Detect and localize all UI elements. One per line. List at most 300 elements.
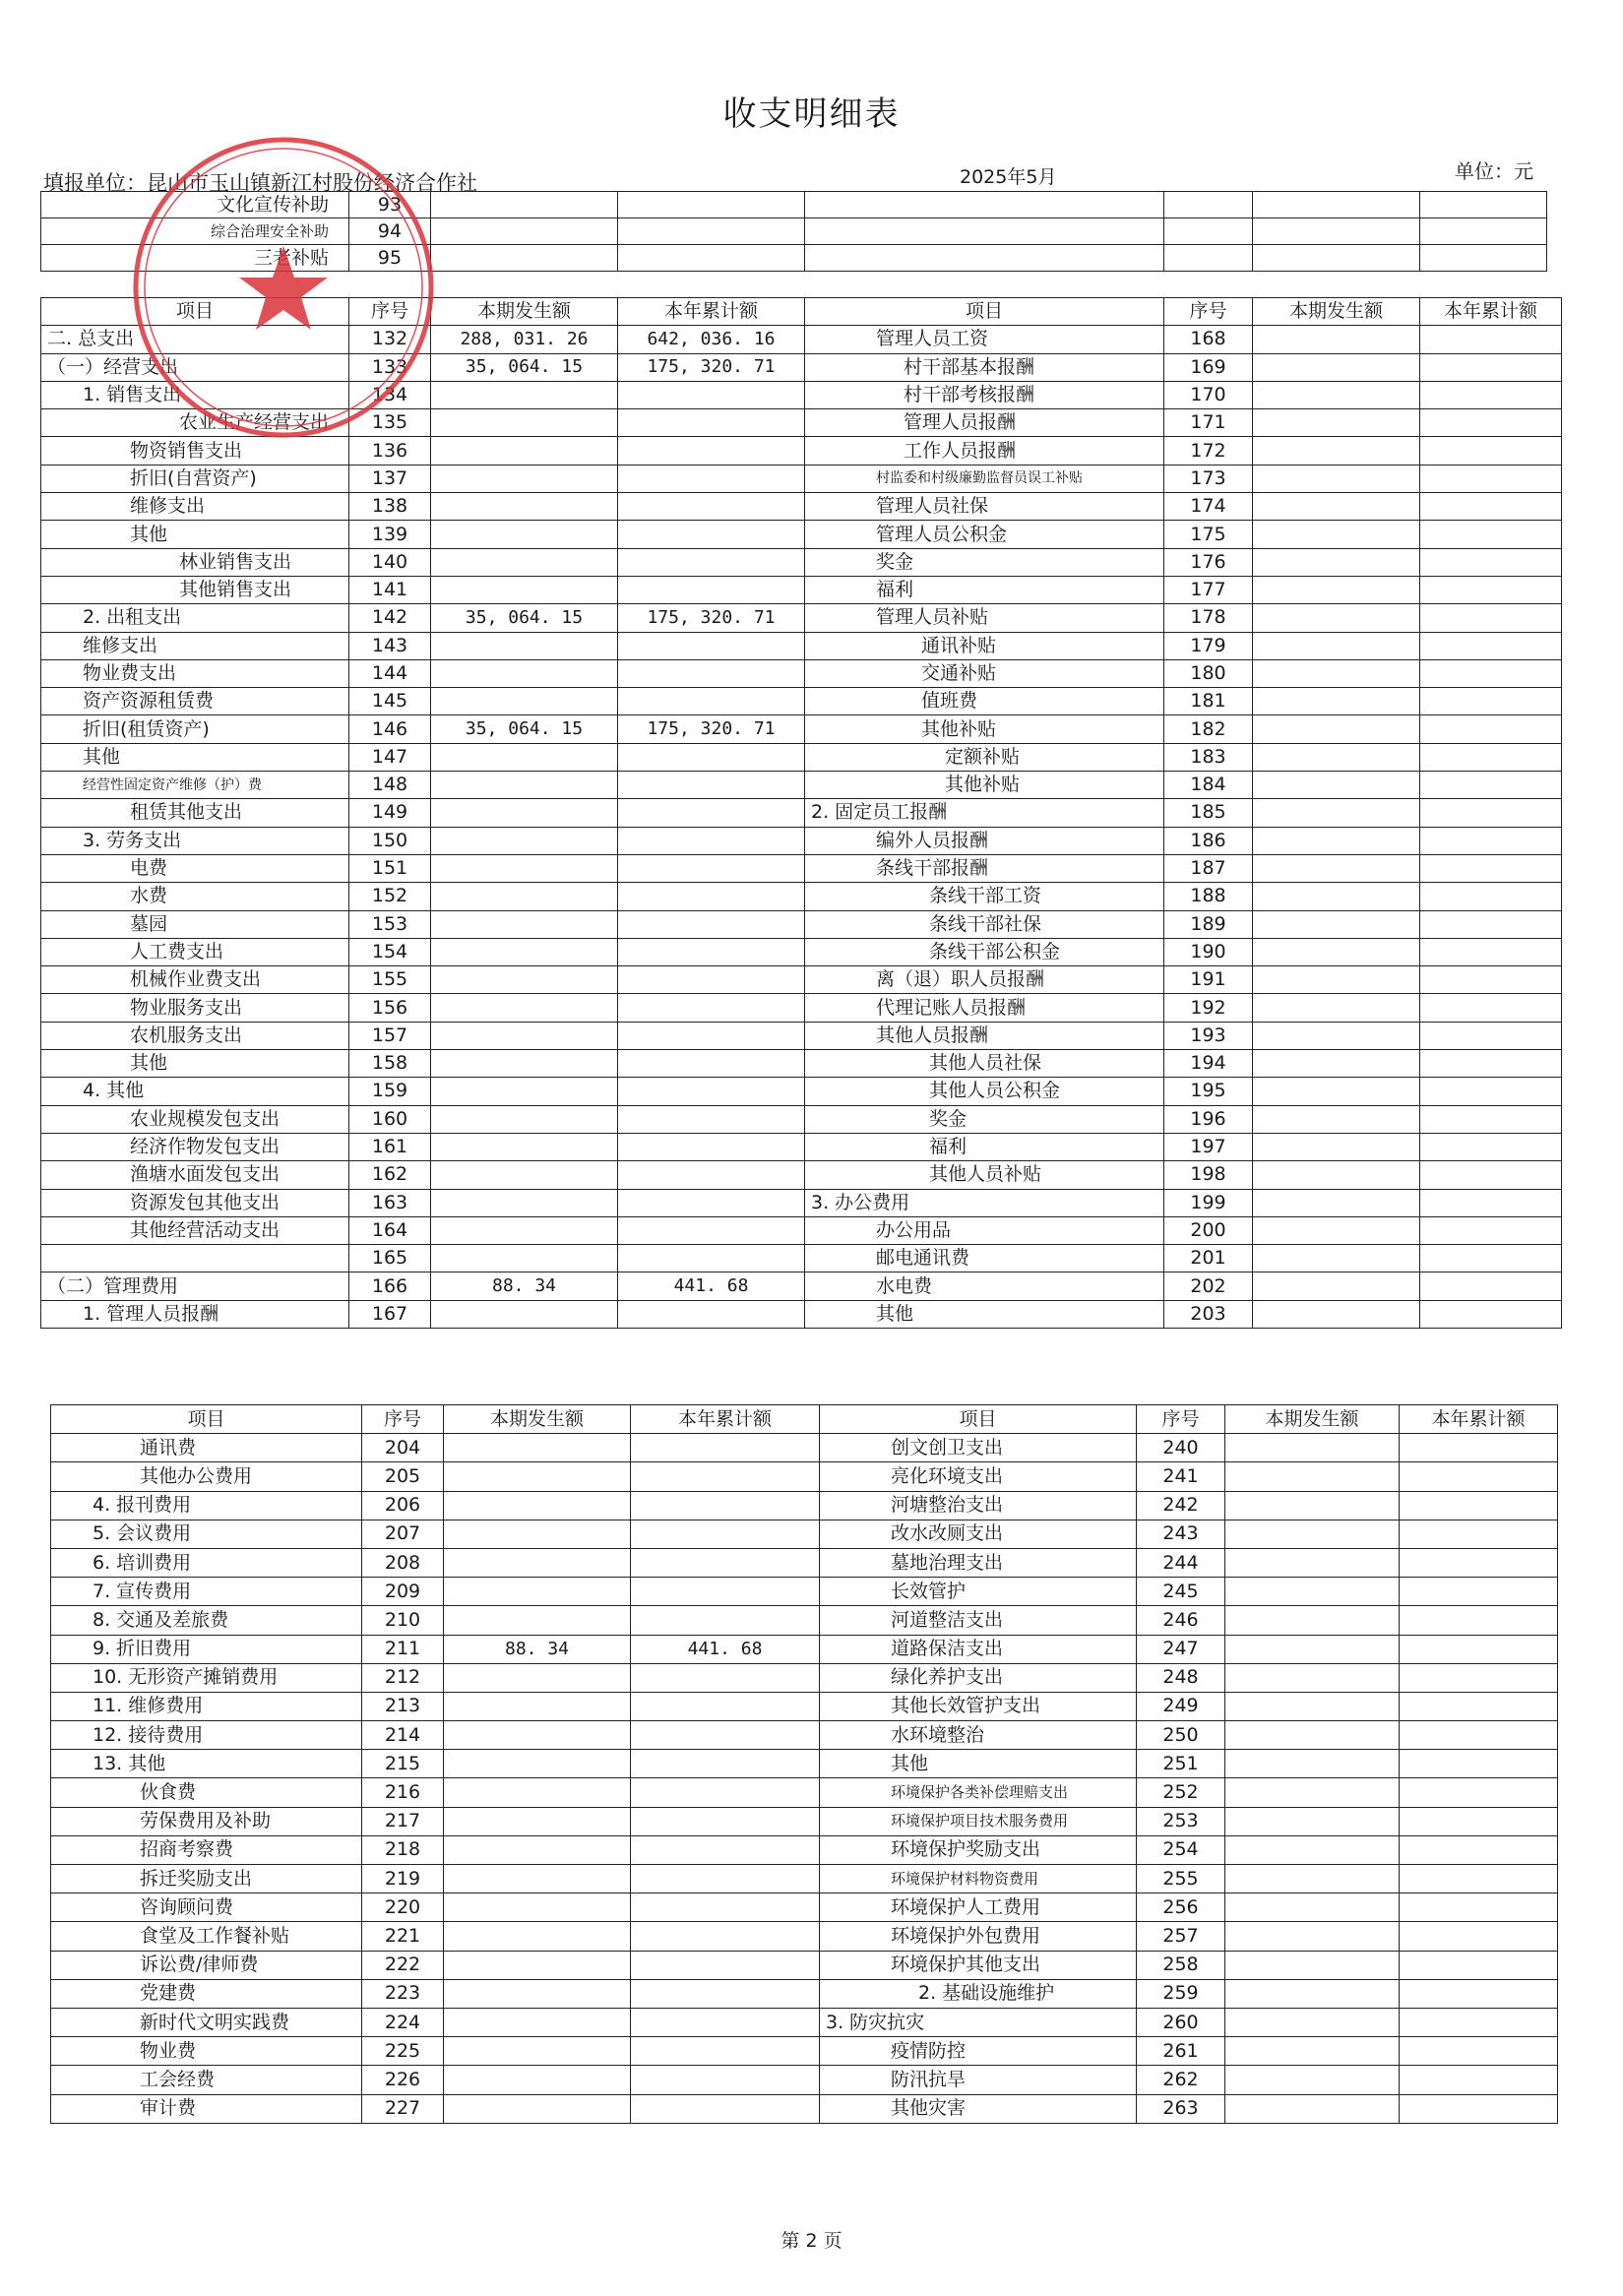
empty-cell	[1164, 192, 1253, 218]
current-amount	[431, 1189, 618, 1216]
current-amount: 88. 34	[431, 1272, 618, 1300]
item-label: 资产资源租赁费	[41, 688, 349, 715]
current-amount	[1253, 1245, 1420, 1272]
seq-cell: 169	[1164, 353, 1253, 381]
current-amount	[1225, 2037, 1400, 2066]
ytd-amount	[1400, 1578, 1558, 1606]
ytd-amount	[631, 2008, 820, 2036]
seq-cell: 164	[349, 1216, 431, 1244]
current-amount	[444, 1893, 631, 1922]
table-row	[51, 1835, 1558, 1864]
ytd-amount	[1400, 1548, 1558, 1577]
current-amount	[1253, 772, 1420, 799]
current-amount	[1253, 1189, 1420, 1216]
current-amount	[431, 1216, 618, 1244]
current-amount	[431, 966, 618, 994]
seq-cell: 259	[1137, 1979, 1225, 2008]
ytd-amount	[618, 1161, 805, 1189]
col-header-seq: 序号	[1137, 1405, 1225, 1434]
current-amount	[431, 827, 618, 854]
table-row	[51, 1491, 1558, 1520]
item-label: 其他经营活动支出	[41, 1216, 349, 1244]
ytd-amount	[618, 632, 805, 659]
current-amount	[1253, 1050, 1420, 1078]
table-row	[51, 1865, 1558, 1893]
current-amount	[444, 1578, 631, 1606]
item-label: 村干部基本报酬	[805, 353, 1164, 381]
table-row	[41, 493, 1562, 521]
current-amount	[1253, 1216, 1420, 1244]
current-amount	[1253, 353, 1420, 381]
ytd-amount	[1400, 2094, 1558, 2123]
current-amount	[1253, 854, 1420, 882]
seq-cell: 206	[362, 1491, 444, 1520]
seq-cell: 227	[362, 2094, 444, 2123]
current-amount	[444, 1721, 631, 1750]
seq-cell: 217	[362, 1807, 444, 1835]
item-label: 12. 接待费用	[51, 1721, 362, 1750]
ytd-amount	[631, 1922, 820, 1951]
ytd-amount	[1420, 994, 1562, 1022]
seq-cell: 160	[349, 1105, 431, 1133]
item-label: 防汛抗旱	[820, 2066, 1137, 2094]
ytd-amount	[618, 883, 805, 910]
item-label: 物资销售支出	[41, 437, 349, 465]
current-amount	[431, 688, 618, 715]
item-label: 党建费	[51, 1979, 362, 2008]
empty-cell	[618, 245, 805, 272]
current-amount	[1225, 1835, 1400, 1864]
seq-cell: 201	[1164, 1245, 1253, 1272]
current-amount	[431, 1078, 618, 1105]
col-header-item: 项目	[51, 1405, 362, 1434]
ytd-amount	[1420, 1245, 1562, 1272]
current-amount	[1253, 715, 1420, 743]
ytd-amount	[618, 1189, 805, 1216]
item-label: 伙食费	[51, 1778, 362, 1807]
ytd-amount	[618, 799, 805, 827]
seq-cell: 179	[1164, 632, 1253, 659]
current-amount	[431, 994, 618, 1022]
item-label: 环境保护其他支出	[820, 1951, 1137, 1979]
current-amount	[1253, 910, 1420, 938]
current-amount	[444, 1606, 631, 1635]
empty-cell	[805, 192, 1164, 218]
item-label: 墓地治理支出	[820, 1548, 1137, 1577]
current-amount	[1225, 2008, 1400, 2036]
item-label: 二. 总支出	[41, 326, 349, 353]
item-label: 维修支出	[41, 493, 349, 521]
seq-cell: 93	[349, 192, 431, 218]
current-amount	[1253, 743, 1420, 771]
ytd-amount	[631, 1548, 820, 1577]
seq-cell: 214	[362, 1721, 444, 1750]
item-label: 亮化环境支出	[820, 1462, 1137, 1491]
item-label: 河道整洁支出	[820, 1606, 1137, 1635]
current-amount	[431, 1161, 618, 1189]
ytd-amount	[1420, 799, 1562, 827]
ytd-amount	[1420, 659, 1562, 687]
item-label: 8. 交通及差旅费	[51, 1606, 362, 1635]
seq-cell: 263	[1137, 2094, 1225, 2123]
item-label: 管理人员补贴	[805, 604, 1164, 632]
seq-cell: 255	[1137, 1865, 1225, 1893]
item-label: 9. 折旧费用	[51, 1635, 362, 1663]
ytd-amount	[1420, 493, 1562, 521]
empty-cell	[618, 218, 805, 245]
seq-cell: 198	[1164, 1161, 1253, 1189]
ytd-amount	[631, 1692, 820, 1720]
item-label: 农业规模发包支出	[41, 1105, 349, 1133]
item-label: 渔塘水面发包支出	[41, 1161, 349, 1189]
current-amount: 88. 34	[444, 1635, 631, 1663]
table-row	[41, 1050, 1562, 1078]
table-row	[41, 1216, 1562, 1244]
col-header-item: 项目	[805, 298, 1164, 326]
item-label: 拆迁奖励支出	[51, 1865, 362, 1893]
table-row	[41, 632, 1562, 659]
current-amount	[1253, 521, 1420, 548]
table-row	[41, 1161, 1562, 1189]
item-label: 2. 基础设施维护	[820, 1979, 1137, 2008]
seq-cell: 181	[1164, 688, 1253, 715]
ytd-amount: 175, 320. 71	[618, 353, 805, 381]
current-amount	[444, 2008, 631, 2036]
seq-cell: 161	[349, 1133, 431, 1160]
item-label: 条线干部工资	[805, 883, 1164, 910]
item-label: 1. 销售支出	[41, 381, 349, 408]
ytd-amount	[1420, 883, 1562, 910]
current-amount	[431, 381, 618, 408]
item-label: 物业费支出	[41, 659, 349, 687]
seq-cell: 247	[1137, 1635, 1225, 1663]
ytd-amount: 441. 68	[631, 1635, 820, 1663]
item-label: 水电费	[805, 1272, 1164, 1300]
item-label: 1. 管理人员报酬	[41, 1300, 349, 1328]
seq-cell: 170	[1164, 381, 1253, 408]
current-amount	[431, 465, 618, 492]
col-header-current: 本期发生额	[1253, 298, 1420, 326]
ytd-amount	[631, 1835, 820, 1864]
ytd-amount	[631, 1979, 820, 2008]
current-amount	[1225, 1893, 1400, 1922]
current-amount	[444, 2066, 631, 2094]
current-amount	[1253, 437, 1420, 465]
seq-cell: 187	[1164, 854, 1253, 882]
seq-cell: 135	[349, 409, 431, 437]
current-amount	[1253, 1300, 1420, 1328]
seq-cell: 252	[1137, 1778, 1225, 1807]
ytd-amount	[618, 854, 805, 882]
seq-cell: 257	[1137, 1922, 1225, 1951]
item-label: 其他	[805, 1300, 1164, 1328]
current-amount	[431, 938, 618, 965]
seq-cell: 215	[362, 1750, 444, 1778]
page-title: 收支明细表	[722, 94, 901, 134]
item-label: （二）管理费用	[41, 1272, 349, 1300]
table-row	[41, 688, 1562, 715]
table-row	[41, 604, 1562, 632]
seq-cell: 188	[1164, 883, 1253, 910]
ytd-amount	[1400, 1635, 1558, 1663]
ytd-amount	[618, 966, 805, 994]
item-label: 2. 固定员工报酬	[805, 799, 1164, 827]
ytd-amount	[1400, 1778, 1558, 1807]
ytd-amount	[1420, 1133, 1562, 1160]
item-label: 环境保护项目技术服务费用	[820, 1807, 1137, 1835]
ytd-amount	[631, 1750, 820, 1778]
item-label: 农机服务支出	[41, 1022, 349, 1049]
item-label: 墓园	[41, 910, 349, 938]
current-amount	[431, 437, 618, 465]
current-amount	[431, 1022, 618, 1049]
item-label: 村监委和村级廉勤监督员误工补贴	[805, 465, 1164, 492]
item-label: 交通补贴	[805, 659, 1164, 687]
seq-cell: 165	[349, 1245, 431, 1272]
empty-cell	[1420, 218, 1547, 245]
item-label: 环境保护材料物资费用	[820, 1865, 1137, 1893]
item-label: 4. 其他	[41, 1078, 349, 1105]
ytd-amount	[1400, 1807, 1558, 1835]
current-amount	[431, 493, 618, 521]
table-row	[51, 1951, 1558, 1979]
seq-cell: 158	[349, 1050, 431, 1078]
item-label: 通讯补贴	[805, 632, 1164, 659]
ytd-amount	[1420, 1050, 1562, 1078]
ytd-amount	[1420, 715, 1562, 743]
seq-cell: 136	[349, 437, 431, 465]
seq-cell: 159	[349, 1078, 431, 1105]
ytd-amount	[1420, 1105, 1562, 1133]
item-label: 环境保护奖励支出	[820, 1835, 1137, 1864]
current-amount	[1225, 1578, 1400, 1606]
seq-cell: 145	[349, 688, 431, 715]
seq-cell: 154	[349, 938, 431, 965]
current-amount	[431, 1105, 618, 1133]
item-label: 折旧(租赁资产)	[41, 715, 349, 743]
item-label: 物业服务支出	[41, 994, 349, 1022]
item-label: 7. 宣传费用	[51, 1578, 362, 1606]
seq-cell: 141	[349, 576, 431, 603]
item-label: 办公用品	[805, 1216, 1164, 1244]
item-label: 工作人员报酬	[805, 437, 1164, 465]
empty-cell	[1164, 245, 1253, 272]
table-row	[41, 1133, 1562, 1160]
item-label: 疫情防控	[820, 2037, 1137, 2066]
seq-cell: 223	[362, 1979, 444, 2008]
ytd-amount	[1420, 576, 1562, 603]
item-label	[41, 1245, 349, 1272]
item-label: 其他人员报酬	[805, 1022, 1164, 1049]
table-row	[51, 1692, 1558, 1720]
seq-cell: 132	[349, 326, 431, 353]
item-label: 租赁其他支出	[41, 799, 349, 827]
seq-cell: 172	[1164, 437, 1253, 465]
seq-cell: 163	[349, 1189, 431, 1216]
table-row	[51, 1520, 1558, 1548]
current-amount	[444, 1434, 631, 1462]
seq-cell: 219	[362, 1865, 444, 1893]
item-label: 林业销售支出	[41, 548, 349, 576]
item-label: 5. 会议费用	[51, 1520, 362, 1548]
table-row	[41, 827, 1562, 854]
header-row	[51, 1405, 1558, 1434]
ytd-amount: 175, 320. 71	[618, 604, 805, 632]
seq-cell: 155	[349, 966, 431, 994]
ytd-amount	[618, 381, 805, 408]
ytd-amount	[1400, 1606, 1558, 1635]
current-amount	[431, 659, 618, 687]
current-amount	[1253, 688, 1420, 715]
table-row	[51, 1778, 1558, 1807]
current-amount	[1253, 938, 1420, 965]
ytd-amount	[1420, 604, 1562, 632]
current-amount	[1225, 1520, 1400, 1548]
table-row	[41, 1272, 1562, 1300]
current-amount	[1225, 1721, 1400, 1750]
ytd-amount	[631, 1663, 820, 1692]
seq-cell: 180	[1164, 659, 1253, 687]
item-label: 综合治理安全补助	[41, 218, 349, 245]
item-label: 其他灾害	[820, 2094, 1137, 2123]
table-row	[51, 1750, 1558, 1778]
item-label: 3. 防灾抗灾	[820, 2008, 1137, 2036]
ytd-amount	[1420, 1161, 1562, 1189]
current-amount: 35, 064. 15	[431, 604, 618, 632]
current-amount	[431, 409, 618, 437]
current-amount	[1253, 1161, 1420, 1189]
seq-cell: 241	[1137, 1462, 1225, 1491]
item-label: 其他补贴	[805, 715, 1164, 743]
item-label: 10. 无形资产摊销费用	[51, 1663, 362, 1692]
ytd-amount	[1400, 1979, 1558, 2008]
seq-cell: 196	[1164, 1105, 1253, 1133]
item-label: 其他	[41, 1050, 349, 1078]
ytd-amount	[1420, 1189, 1562, 1216]
seq-cell: 134	[349, 381, 431, 408]
table-row	[51, 2066, 1558, 2094]
seq-cell: 203	[1164, 1300, 1253, 1328]
col-header-ytd: 本年累计额	[1400, 1405, 1558, 1434]
table-row	[51, 1635, 1558, 1663]
seq-cell: 192	[1164, 994, 1253, 1022]
seq-cell: 153	[349, 910, 431, 938]
current-amount	[444, 1548, 631, 1577]
item-label: 资源发包其他支出	[41, 1189, 349, 1216]
seq-cell: 254	[1137, 1835, 1225, 1864]
item-label: 管理人员社保	[805, 493, 1164, 521]
current-amount	[431, 743, 618, 771]
current-amount	[431, 854, 618, 882]
table-row	[41, 1300, 1562, 1328]
item-label: 绿化养护支出	[820, 1663, 1137, 1692]
current-amount	[1253, 465, 1420, 492]
ytd-amount	[1400, 1434, 1558, 1462]
seq-cell: 166	[349, 1272, 431, 1300]
ytd-amount	[1400, 1491, 1558, 1520]
seq-cell: 256	[1137, 1893, 1225, 1922]
item-label: 水环境整治	[820, 1721, 1137, 1750]
seq-cell: 212	[362, 1663, 444, 1692]
item-label: 咨询顾问费	[51, 1893, 362, 1922]
item-label: 福利	[805, 1133, 1164, 1160]
ytd-amount	[1420, 353, 1562, 381]
seq-cell: 213	[362, 1692, 444, 1720]
ytd-amount	[631, 2094, 820, 2123]
seq-cell: 194	[1164, 1050, 1253, 1078]
seq-cell: 150	[349, 827, 431, 854]
seq-cell: 156	[349, 994, 431, 1022]
item-label: 11. 维修费用	[51, 1692, 362, 1720]
ytd-amount	[1400, 2037, 1558, 2066]
ytd-amount	[631, 1893, 820, 1922]
seq-cell: 173	[1164, 465, 1253, 492]
table-row	[41, 966, 1562, 994]
table-row	[51, 1606, 1558, 1635]
current-amount	[1225, 1979, 1400, 2008]
item-label: 人工费支出	[41, 938, 349, 965]
current-amount	[1225, 1951, 1400, 1979]
current-amount	[1225, 1865, 1400, 1893]
table-row	[41, 854, 1562, 882]
ytd-amount	[1400, 1663, 1558, 1692]
seq-cell: 226	[362, 2066, 444, 2094]
current-amount	[1253, 827, 1420, 854]
ytd-amount	[1420, 827, 1562, 854]
ytd-amount	[631, 2037, 820, 2066]
item-label: 河塘整治支出	[820, 1491, 1137, 1520]
ytd-amount	[631, 1462, 820, 1491]
empty-cell	[1164, 218, 1253, 245]
item-label: 邮电通讯费	[805, 1245, 1164, 1272]
seq-cell: 216	[362, 1778, 444, 1807]
table-row	[41, 715, 1562, 743]
current-amount	[444, 2094, 631, 2123]
item-label: 其他办公费用	[51, 1462, 362, 1491]
table-row	[51, 1807, 1558, 1835]
item-label: 3. 办公费用	[805, 1189, 1164, 1216]
currency-unit: 单位：元	[1455, 159, 1533, 183]
seq-cell: 221	[362, 1922, 444, 1951]
ytd-amount	[1400, 1520, 1558, 1548]
ytd-amount	[1400, 1835, 1558, 1864]
current-amount	[444, 1778, 631, 1807]
item-label: 新时代文明实践费	[51, 2008, 362, 2036]
item-label: 离（退）职人员报酬	[805, 966, 1164, 994]
table-row	[41, 910, 1562, 938]
current-amount	[431, 521, 618, 548]
seq-cell: 143	[349, 632, 431, 659]
ytd-amount	[1420, 743, 1562, 771]
page-number: 第 2 页	[780, 2230, 843, 2252]
item-label: 工会经费	[51, 2066, 362, 2094]
current-amount	[431, 576, 618, 603]
current-amount	[444, 1922, 631, 1951]
item-label: 13. 其他	[51, 1750, 362, 1778]
current-amount	[1253, 604, 1420, 632]
current-amount	[1225, 1606, 1400, 1635]
seq-cell: 133	[349, 353, 431, 381]
ytd-amount	[1420, 326, 1562, 353]
ytd-amount	[618, 659, 805, 687]
seq-cell: 251	[1137, 1750, 1225, 1778]
current-amount	[431, 799, 618, 827]
col-header-current: 本期发生额	[1225, 1405, 1400, 1434]
item-label: 其他销售支出	[41, 576, 349, 603]
current-amount	[1225, 2094, 1400, 2123]
col-header-seq: 序号	[349, 298, 431, 326]
current-amount	[444, 1750, 631, 1778]
